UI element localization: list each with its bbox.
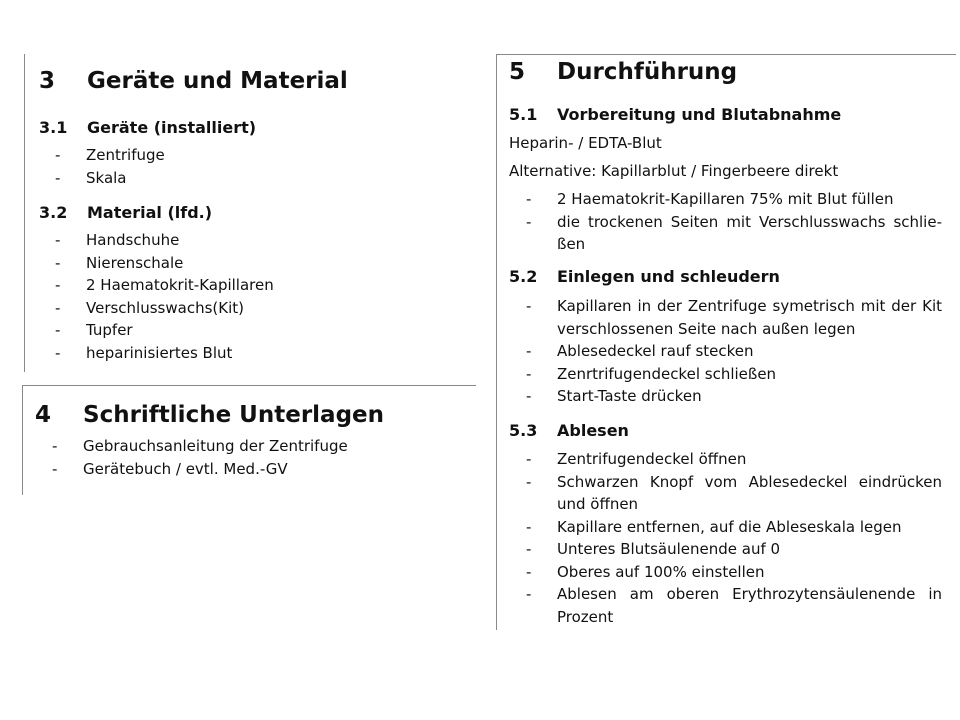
subsection-3-2-title: Material (lfd.) (87, 203, 213, 222)
subsection-5-3-number: 5.3 (509, 421, 538, 440)
unterlagen-list (52, 435, 452, 480)
geraete-list (55, 144, 455, 189)
section-3-number: 3 (39, 68, 56, 94)
section-5-number: 5 (509, 59, 526, 85)
list-item: - Gerätebuch / evtl. Med.-GV (52, 459, 288, 478)
section-3-title: Geräte und Material (87, 68, 348, 94)
list-item: - Kapillaren in der Zentrifuge symetrisch mit der Kit verschlossenen Seite nach außen legen (526, 297, 942, 338)
list-item: - Unteres Blutsäulenende auf 0 (526, 540, 781, 558)
einlegen-list (526, 295, 942, 408)
list-item: - Tupfer (55, 321, 133, 339)
blood-type-text: Heparin- / EDTA-Blut (509, 134, 662, 152)
subsection-3-2-number: 3.2 (39, 203, 68, 222)
subsection-5-3-title: Ablesen (557, 421, 629, 440)
list-item: - Handschuhe (55, 231, 180, 249)
list-item: - die trockenen Seiten mit Verschlusswachs schlie-ßen (526, 212, 942, 253)
list-item: - 2 Haematokrit-Kapillaren 75% mit Blut füllen (526, 190, 894, 208)
subsection-5-1-number: 5.1 (509, 105, 538, 124)
section-5-title: Durchführung (557, 59, 738, 85)
list-item: - Ablesedeckel rauf stecken (526, 342, 754, 360)
list-item: - Start-Taste drücken (526, 387, 702, 405)
subsection-3-1-title: Geräte (installiert) (87, 118, 257, 137)
subsection-5-2-number: 5.2 (509, 267, 538, 286)
subsection-5-1-title: Vorbereitung und Blutabnahme (557, 105, 842, 124)
vorbereitung-list (526, 188, 942, 256)
section-4-number: 4 (35, 402, 52, 428)
list-item: - Oberes auf 100% einstellen (526, 562, 765, 581)
subsection-5-2-title: Einlegen und schleudern (557, 267, 780, 286)
section-5-panel (496, 54, 956, 630)
list-item: - Skala (55, 168, 127, 187)
list-item: - Nierenschale (55, 253, 184, 272)
list-item: - Ablesen am oberen Erythrozytensäulenende in Prozent (526, 585, 942, 626)
material-list (55, 229, 455, 364)
list-item: - Schwarzen Knopf vom Ablesedeckel eindrücken und öffnen (526, 472, 942, 513)
list-item: - 2 Haematokrit-Kapillaren (55, 276, 274, 294)
list-item: - Zentrifugendeckel öffnen (526, 450, 747, 468)
section-4-panel (22, 385, 476, 495)
section-4-title: Schriftliche Unterlagen (83, 402, 385, 428)
list-item: - Kapillare entfernen, auf die Ableseskala legen (526, 517, 902, 536)
alternative-text: Alternative: Kapillarblut / Fingerbeere direkt (509, 162, 839, 180)
subsection-3-1-number: 3.1 (39, 118, 68, 137)
list-item: - heparinisiertes Blut (55, 343, 233, 362)
ablesen-list (526, 448, 942, 628)
list-item: - Gebrauchsanleitung der Zentrifuge (52, 437, 348, 455)
section-3-panel (24, 54, 476, 372)
list-item: - Zentrifuge (55, 146, 165, 164)
list-item: - Zenrtrifugendeckel schließen (526, 364, 777, 383)
list-item: - Verschlusswachs(Kit) (55, 298, 244, 317)
